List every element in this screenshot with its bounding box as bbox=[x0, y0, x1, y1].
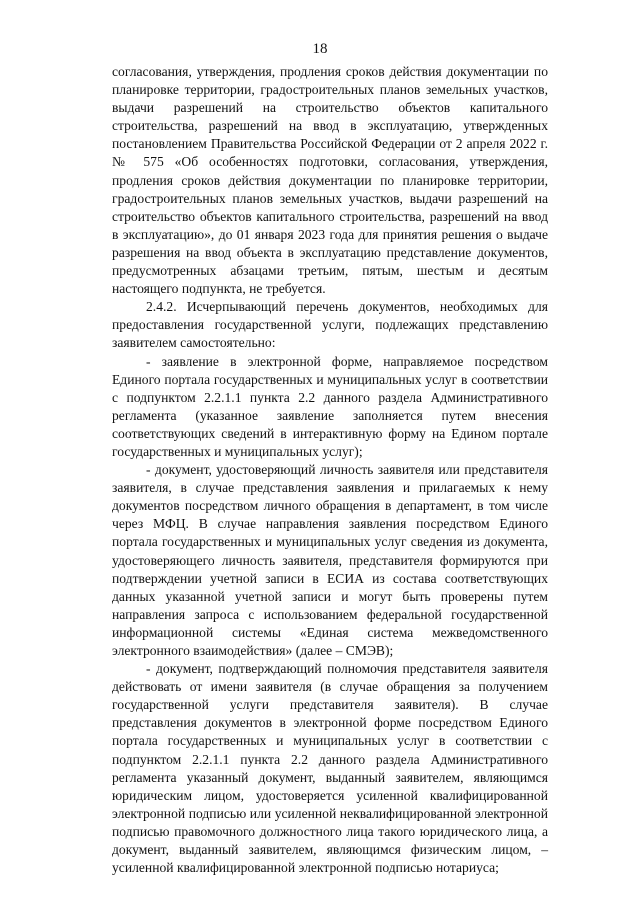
paragraph-identity-document: - документ, удостоверяющий личность заявителя или представителя заявителя, в случае представления заявления и прилагаемых к нему документов посредством личного обращения в департамент, в том числе через МФЦ. В случае направления заявления посредством Единого портала государственных и муниципальных услуг сведения из документа, удостоверяющего личность заявителя, представителя формируются при подтверждении учетной записи в ЕСИА из состава соответствующих данных указанной учетной записи и могут быть проверены путем направления запроса с использованием федеральной государственной информационной системы «Единая система межведомственного электронного взаимодействия» (далее – СМЭВ); bbox=[112, 462, 548, 658]
paragraph-authority-document: - документ, подтверждающий полномочия представителя заявителя действовать от имени заявителя (в случае обращения за получением государственной услуги представителя заявителя). В случае представления документов в электронной форме посредством Единого портала государственных и муниципальных услуг в соответствии с подпунктом 2.2.1.1 пункта 2.2 данного раздела Административного регламента указанный документ, выданный заявителем, являющимся юридическим лицом, удостоверяется усиленной квалифицированной электронной подписью или усиленной неквалифицированной электронной подписью правомочного должностного лица такого юридического лица, а документ, выданный заявителем, являющимся физическим лицом, – усиленной квалифицированной электронной подписью нотариуса; bbox=[112, 661, 548, 876]
page-number: 18 bbox=[312, 41, 328, 57]
paragraph-application: - заявление в электронной форме, направляемое посредством Единого портала государственных и муниципальных услуг в соответствии с подпунктом 2.2.1.1 пункта 2.2 данного раздела Административного регламента (указанное заявление заполняется путем внесения соответствующих сведений в интерактивную форму на Едином портале государственных и муниципальных услуг); bbox=[112, 353, 548, 459]
paragraph-continuation: согласования, утверждения, продления сроков действия документации по планировке территории, градостроительных планов земельных участков, выдачи разрешений на строительство объектов капитального строительства, разрешений на ввод в эксплуатацию, утвержденных постановлением Правительства Российской Федерации от 2 апреля 2022 г. № 575 «Об особенностях подготовки, согласования, утверждения, продления сроков действия документации по планировке территории, градостроительных планов земельных участков, выдачи разрешений на строительство объектов капитального строительства, разрешений на ввод в эксплуатацию», до 01 января 2023 года для принятия решения о выдаче разрешения на ввод объекта в эксплуатацию представление документов, предусмотренных абзацами третьим, пятым, шестым и десятым настоящего подпункта, не требуется. bbox=[112, 64, 548, 297]
paragraph-2-4-2: 2.4.2. Исчерпывающий перечень документов, необходимых для предоставления государственной услуги, подлежащих представлению заявителем самостоятельно: bbox=[112, 299, 548, 351]
document-body bbox=[112, 63, 548, 877]
